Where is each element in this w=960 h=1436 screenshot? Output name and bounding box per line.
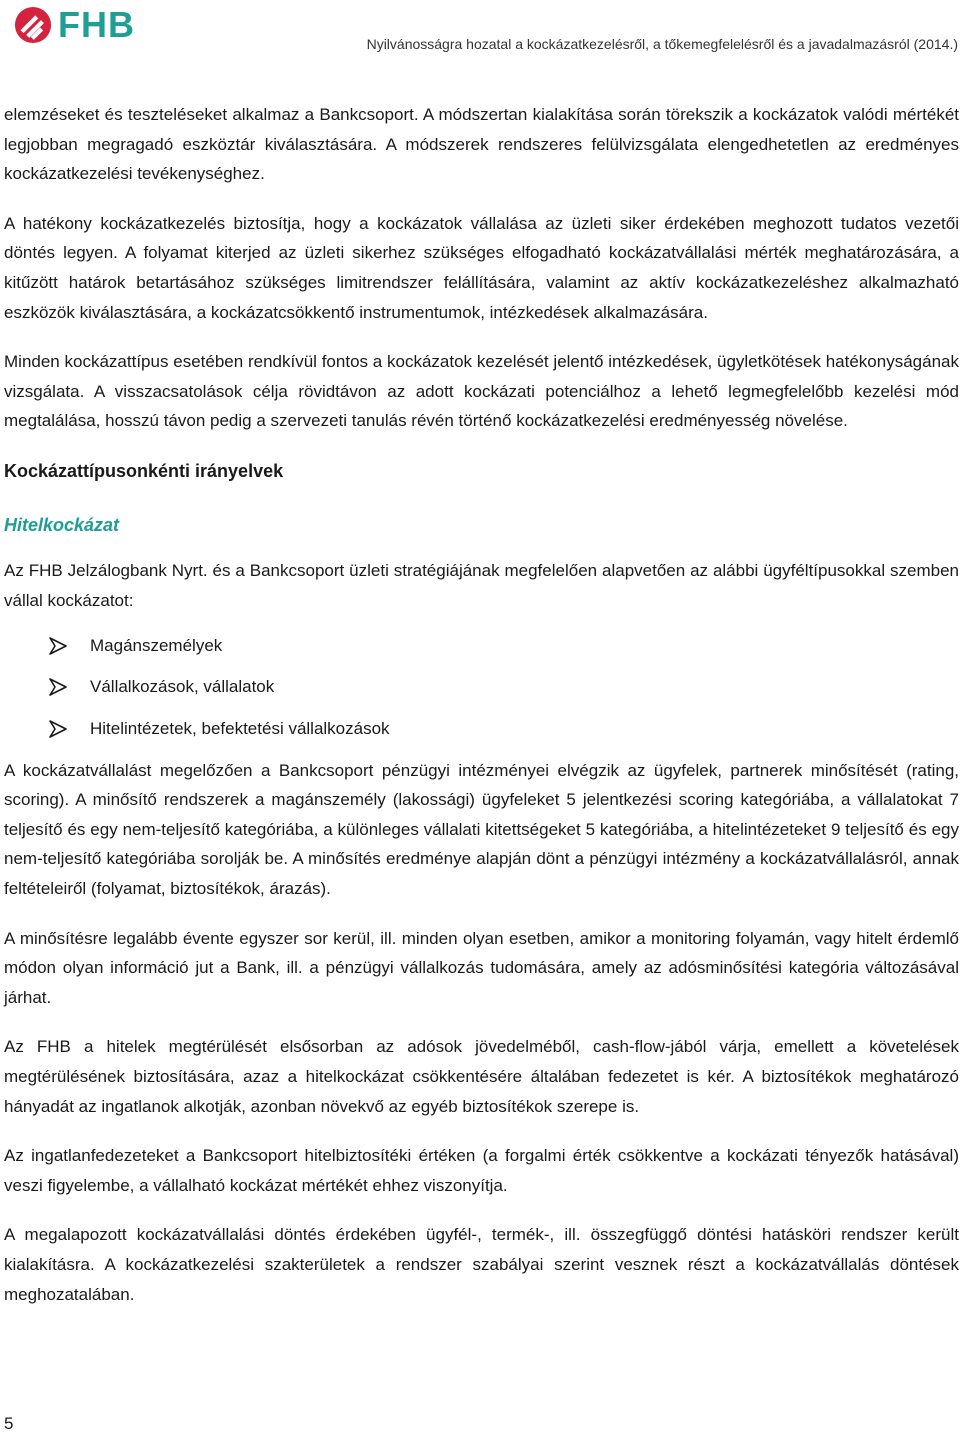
section-subheading: Hitelkockázat [4, 514, 120, 535]
paragraph-real-estate: Az ingatlanfedezeteket a Bankcsoport hitelbiztosítéki értéken (a forgalmi érték csökkentve a kockázati tényezők hatásával) veszi figyelembe, a vállalható kockázat mértékét ehhez viszonyítja. [4, 1146, 959, 1195]
fhb-logo [14, 6, 135, 44]
arrow-bullet-icon [4, 637, 90, 655]
document-title: Nyilvánosságra hozatal a kockázatkezelésről, a tőkemegfelelésről és a javadalmazásról (2014.) [366, 36, 958, 52]
paragraph-risk-types: Minden kockázattípus esetében rendkívül fontos a kockázatok kezelését jelentő intézkedések, ügyletkötések hatékonyságának vizsgálata. A visszacsatolások célja rövidtávon az adott kockázati potenciálhoz a lehető legmegfelelőbb kezelési mód megtalálása, hosszú távon pedig a szervezeti tanulás révén történő kockázatkezelési eredményesség növelése. [4, 352, 959, 431]
list-item-label: Magánszemélyek [90, 635, 223, 655]
paragraph-decision-system: A megalapozott kockázatvállalási döntés érdekében ügyfél-, termék-, ill. összegfüggő döntési hatásköri rendszer került kialakításra. A kockázatkezelési szakterületek a rendszer szabályai szerint vesznek részt a kockázatvállalás döntések meghozatalában. [4, 1225, 959, 1304]
paragraph-collateral: Az FHB a hitelek megtérülését elsősorban az adósok jövedelméből, cash-flow-jából várja, emellett a követelések megtérülésének biztosítására, azaz a hitelkockázat csökkentésére általában fedezetet is kér. A biztosítékok meghatározó hányadát az ingatlanok alkotják, azonban növekvő az egyéb biztosítékok szerepe is. [4, 1037, 959, 1116]
paragraph-client-types: Az FHB Jelzálogbank Nyrt. és a Bankcsoport üzleti stratégiájának megfelelően alapvetően az alábbi ügyféltípusokkal szemben vállal kockázatot: [4, 560, 959, 610]
document-body [4, 100, 959, 1309]
client-type-list [4, 625, 959, 750]
list-item [4, 625, 959, 667]
arrow-bullet-icon [4, 720, 90, 738]
logo-text: FHB [58, 4, 135, 45]
list-item [4, 667, 959, 709]
list-item-label: Vállalkozások, vállalatok [90, 677, 275, 697]
paragraph-annual-rating: A minősítésre legalább évente egyszer sor kerül, ill. minden olyan esetben, amikor a monitoring folyamán, vagy hitelt érdemlő módon olyan információ jut a Bank, ill. a pénzügyi vállalkozás tudomására, amely az adósminősítési kategória változásával járhat. [4, 928, 959, 1007]
section-heading: Kockázattípusonkénti irányelvek [4, 460, 284, 481]
list-item-label: Hitelintézetek, befektetési vállalkozások [90, 718, 390, 738]
fhb-logo-icon [14, 6, 52, 44]
paragraph-effective-risk-management: A hatékony kockázatkezelés biztosítja, hogy a kockázatok vállalása az üzleti siker érdekében meghozott tudatos vezetői döntés legyen. A folyamat kiterjed az üzleti sikerhez szükséges elfogadható kockázatvállalási mérték meghatározására, a kitűzött határok betartásához szükséges limitrendszer felállítására, valamint az aktív kockázatkezeléshez alkalmazható eszközök kiválasztására, a kockázatcsökkentő instrumentumok, intézkedések alkalmazására. [4, 213, 959, 322]
arrow-bullet-icon [4, 678, 90, 696]
list-item [4, 708, 959, 750]
page-number: 5 [4, 1414, 14, 1433]
paragraph-rating: A kockázatvállalást megelőzően a Bankcsoport pénzügyi intézményei elvégzik az ügyfelek, partnerek minősítését (rating, scoring). A minősítő rendszerek a magánszemély (lakossági) ügyfeleket 5 jelentkezési scoring kategóriába, a vállalatokat 7 teljesítő és egy nem-teljesítő kategóriába, a különleges vállalati kitettségeket 5 kategóriába, a hitelintézeteket 9 teljesítő és egy nem-teljesítő kategóriába sorolják be. A minősítés eredménye alapján dönt a pénzügyi intézmény a kockázatvállalásról, annak feltételeiről (folyamat, biztosítékok, árazás). [4, 760, 959, 898]
page-header [0, 0, 960, 80]
paragraph-methods: elemzéseket és teszteléseket alkalmaz a Bankcsoport. A módszertan kialakítása során törekszik a kockázatok valódi mértékét legjobban megragadó eszköztár kiválasztására. A módszerek rendszeres felülvizsgálata elengedhetetlen az eredményes kockázatkezelési tevékenységhez. [4, 105, 959, 184]
